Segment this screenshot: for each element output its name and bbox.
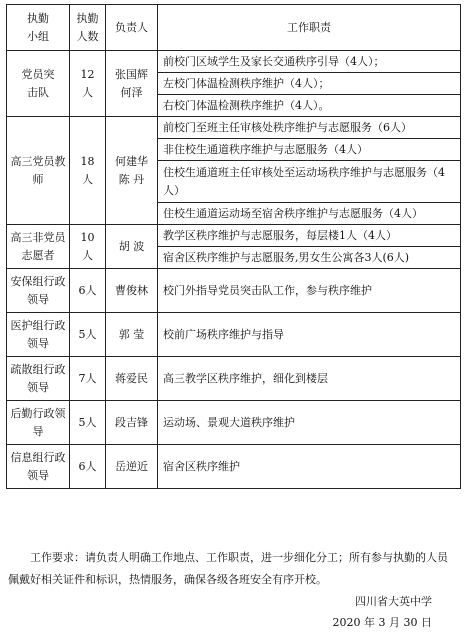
duty-item: 校前广场秩序维护与指导 bbox=[158, 313, 461, 357]
count-cell: 7人 bbox=[70, 357, 106, 401]
count-cell: 12人 bbox=[70, 51, 106, 117]
leader-cell: 胡 波 bbox=[106, 225, 158, 269]
duty-item: 非住校生通道秩序维护与志愿服务（4人） bbox=[158, 139, 461, 161]
header-duties: 工作职责 bbox=[158, 5, 461, 51]
group-cell: 疏散组行政领导 bbox=[7, 357, 70, 401]
work-requirements: 工作要求：请负责人明确工作地点、工作职责，进一步细化分工；所有参与执勤的人员佩戴好相关证件和标识，热情服务，确保各级各班安全有序开校。 bbox=[8, 551, 448, 586]
count-cell: 5人 bbox=[70, 313, 106, 357]
duty-item: 住校生通道运动场至宿舍秩序维护与志愿服务（4人） bbox=[158, 203, 461, 225]
duty-item: 前校门区域学生及家长交通秩序引导（4人）； bbox=[158, 51, 461, 73]
count-cell: 6人 bbox=[70, 445, 106, 489]
leader-cell: 郭 莹 bbox=[106, 313, 158, 357]
group-cell: 高三非党员志愿者 bbox=[7, 225, 70, 269]
leader-cell: 段吉锋 bbox=[106, 401, 158, 445]
table-row bbox=[7, 445, 461, 489]
leader-cell: 曹俊林 bbox=[106, 269, 158, 313]
group-cell: 信息组行政领导 bbox=[7, 445, 70, 489]
duty-table bbox=[6, 4, 461, 489]
header-count: 执勤人数 bbox=[70, 5, 106, 51]
header-leader: 负责人 bbox=[106, 5, 158, 51]
group-cell: 医护组行政领导 bbox=[7, 313, 70, 357]
group-cell: 高三党员教师 bbox=[7, 117, 70, 225]
duty-item: 运动场、景观大道秩序维护 bbox=[158, 401, 461, 445]
duty-item: 住校生通道班主任审核处至运动场秩序维护与志愿服务（4人） bbox=[158, 161, 461, 203]
table-row bbox=[7, 357, 461, 401]
group-cell: 党员突击队 bbox=[7, 51, 70, 117]
table-header-row bbox=[7, 5, 461, 51]
group-cell: 安保组行政领导 bbox=[7, 269, 70, 313]
leader-cell: 蒋爱民 bbox=[106, 357, 158, 401]
leader-cell: 何建华 陈 丹 bbox=[106, 117, 158, 225]
count-cell: 5人 bbox=[70, 401, 106, 445]
count-cell: 18人 bbox=[70, 117, 106, 225]
duty-item: 右校门体温检测秩序维护（4人）。 bbox=[158, 95, 461, 117]
duty-item: 宿舍区秩序维护与志愿服务,男女生公寓各3人(6人) bbox=[158, 247, 461, 269]
table-row bbox=[7, 269, 461, 313]
duty-item: 宿舍区秩序维护 bbox=[158, 445, 461, 489]
signature-date: 2020 年 3 月 30 日 bbox=[332, 616, 432, 629]
table-row bbox=[7, 313, 461, 357]
leader-cell: 岳逆近 bbox=[106, 445, 158, 489]
signature-school: 四川省大英中学 bbox=[355, 595, 432, 608]
group-cell: 后勤行政领导 bbox=[7, 401, 70, 445]
table-row bbox=[7, 225, 461, 247]
duty-item: 前校门至班主任审核处秩序维护与志愿服务（6人） bbox=[158, 117, 461, 139]
count-cell: 6人 bbox=[70, 269, 106, 313]
duty-item: 校门外指导党员突击队工作，参与秩序维护 bbox=[158, 269, 461, 313]
header-group: 执勤小组 bbox=[7, 5, 70, 51]
leader-cell: 张国辉 何泽 bbox=[106, 51, 158, 117]
duty-item: 高三教学区秩序维护，细化到楼层 bbox=[158, 357, 461, 401]
duty-item: 教学区秩序维护与志愿服务，每层楼1人（4人） bbox=[158, 225, 461, 247]
table-row bbox=[7, 401, 461, 445]
table-row bbox=[7, 117, 461, 139]
table-row bbox=[7, 51, 461, 73]
duty-item: 左校门体温检测秩序维护（4人）； bbox=[158, 73, 461, 95]
count-cell: 10人 bbox=[70, 225, 106, 269]
